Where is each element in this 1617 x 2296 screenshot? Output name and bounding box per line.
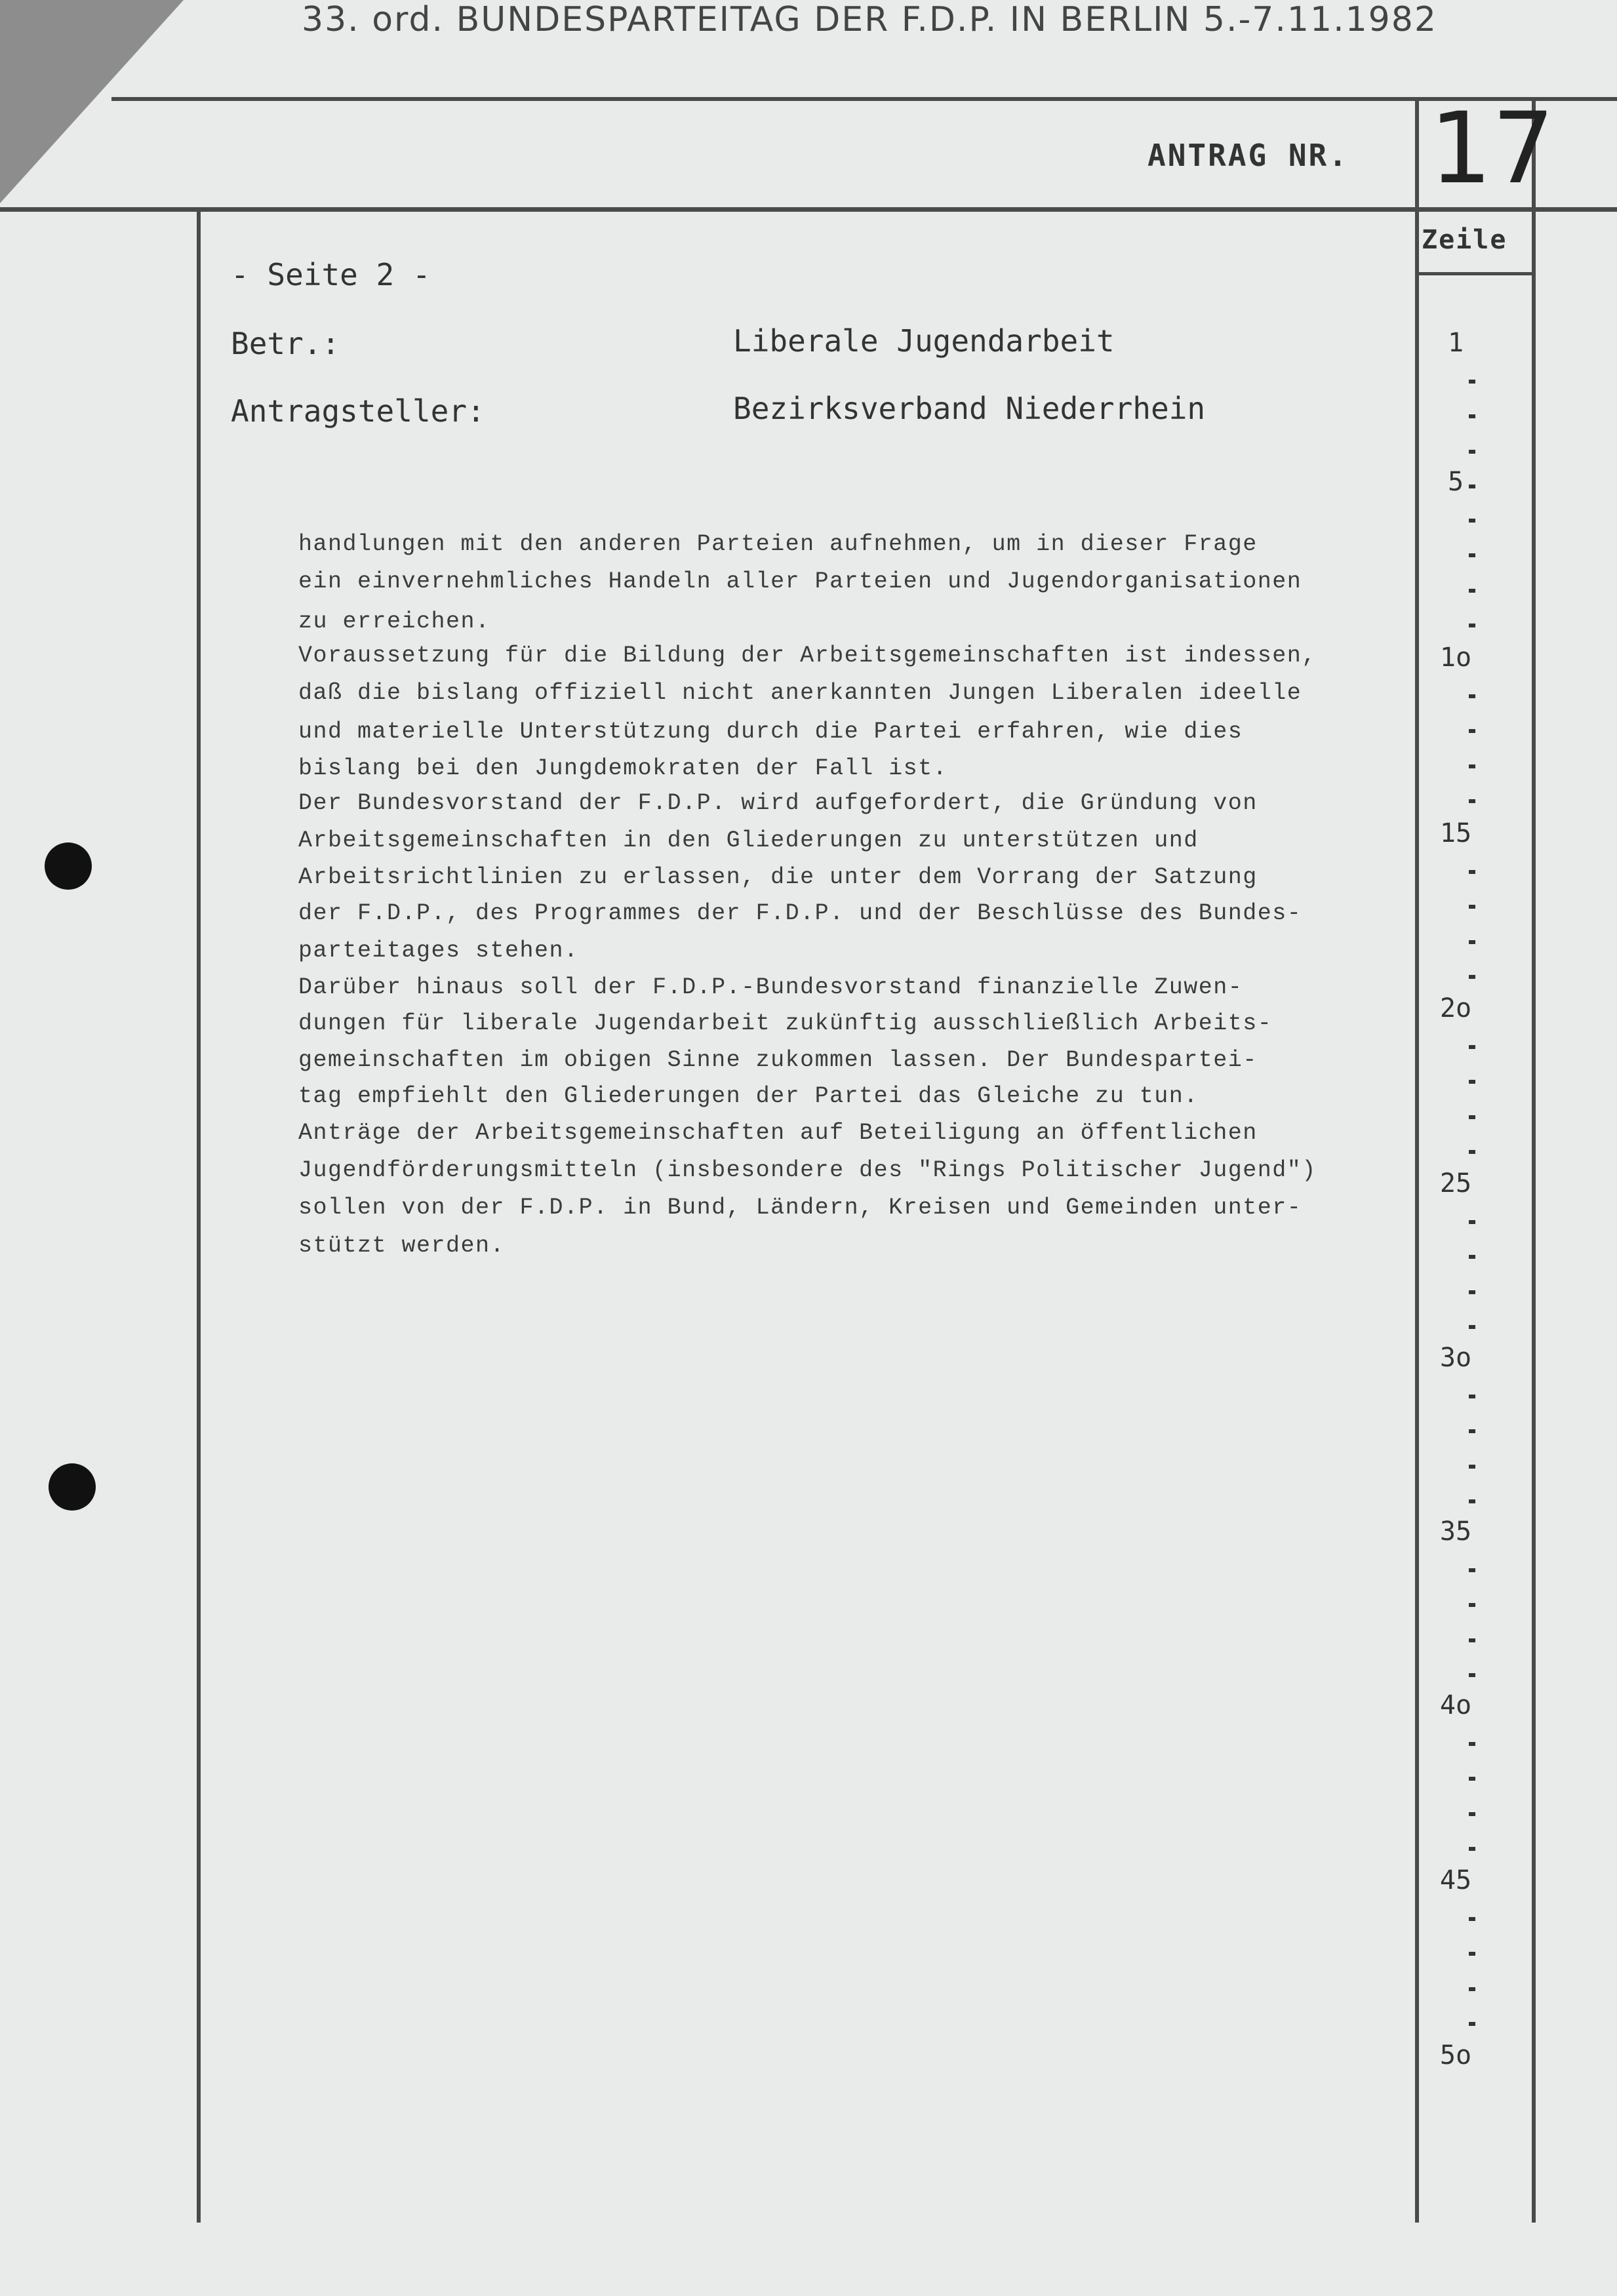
line-number: 3o (1439, 1343, 1472, 1373)
line-number: 15 (1439, 818, 1472, 848)
line-tick (1469, 1290, 1475, 1294)
line-tick (1469, 905, 1475, 909)
line-tick (1469, 1115, 1475, 1119)
line-tick (1469, 975, 1475, 979)
line-tick (1469, 1429, 1475, 1433)
header-rule (0, 207, 1617, 212)
zeile-label: Zeile (1422, 225, 1507, 255)
zeile-column-right-rule (1532, 98, 1536, 2223)
body-line: Voraussetzung für die Bildung der Arbeitsgemeinschaften ist indessen, (298, 643, 1317, 669)
line-tick (1469, 1465, 1475, 1469)
line-number: 5 (1447, 467, 1464, 497)
line-tick (1469, 2022, 1475, 2026)
line-number: 45 (1439, 1865, 1472, 1895)
body-line: der F.D.P., des Programmes der F.D.P. und der Beschlüsse des Bundes- (298, 900, 1302, 926)
line-tick (1469, 414, 1475, 418)
body-line: Arbeitsrichtlinien zu erlassen, die unter dem Vorrang der Satzung (298, 864, 1258, 890)
body-line: und materielle Unterstützung durch die Partei erfahren, wie dies (298, 719, 1243, 745)
body-line: parteitages stehen. (298, 938, 579, 964)
line-tick (1469, 1673, 1475, 1677)
line-tick (1469, 380, 1475, 384)
antrag-label: ANTRAG NR. (1148, 138, 1349, 173)
line-tick (1469, 729, 1475, 733)
body-line: sollen von der F.D.P. in Bund, Ländern, Kreisen und Gemeinden unter- (298, 1195, 1302, 1221)
body-line: ein einvernehmliches Handeln aller Parteien und Jugendorganisationen (298, 568, 1302, 595)
line-number: 5o (1439, 2040, 1472, 2070)
body-line: stützt werden. (298, 1233, 506, 1259)
line-number: 2o (1439, 993, 1472, 1023)
left-margin-rule (197, 210, 201, 2223)
body-line: Darüber hinaus soll der F.D.P.-Bundesvorstand finanzielle Zuwen- (298, 974, 1243, 1000)
punch-hole (45, 842, 92, 890)
punch-hole (49, 1463, 96, 1511)
line-tick (1469, 870, 1475, 874)
line-tick (1469, 1220, 1475, 1224)
body-line: zu erreichen. (298, 608, 490, 635)
body-line: daß die bislang offiziell nicht anerkannten Jungen Liberalen ideelle (298, 680, 1302, 706)
line-tick (1469, 940, 1475, 944)
line-tick (1469, 1952, 1475, 1956)
line-tick (1469, 1917, 1475, 1921)
congress-title: 33. ord. BUNDESPARTEITAG DER F.D.P. IN BERLIN 5.-7.11.1982 (302, 0, 1437, 39)
antrag-number: 17 (1429, 92, 1555, 206)
antragsteller-label: Antragsteller: (231, 393, 485, 429)
line-tick (1469, 694, 1475, 698)
line-tick (1469, 764, 1475, 768)
top-rule (111, 97, 1617, 101)
line-tick (1469, 1777, 1475, 1781)
line-tick (1469, 1499, 1475, 1503)
line-tick (1469, 1847, 1475, 1851)
line-number: 1 (1447, 328, 1464, 358)
line-tick (1469, 1255, 1475, 1259)
zeile-column-left-rule (1415, 98, 1419, 2223)
scan-corner-shadow (0, 0, 184, 203)
line-tick (1469, 1395, 1475, 1398)
line-number: 1o (1439, 643, 1472, 673)
body-line: Anträge der Arbeitsgemeinschaften auf Beteiligung an öffentlichen (298, 1120, 1258, 1146)
line-tick (1469, 519, 1475, 523)
line-tick (1469, 1987, 1475, 1991)
body-line: Der Bundesvorstand der F.D.P. wird aufgefordert, die Gründung von (298, 790, 1258, 816)
body-line: gemeinschaften im obigen Sinne zukommen lassen. Der Bundespartei- (298, 1047, 1258, 1073)
body-line: tag empfiehlt den Gliederungen der Partei das Gleiche zu tun. (298, 1083, 1199, 1109)
zeile-header-rule (1415, 272, 1536, 275)
antragsteller-value: Bezirksverband Niederrhein (733, 391, 1206, 426)
line-tick (1469, 1045, 1475, 1049)
betr-label: Betr.: (231, 326, 340, 361)
line-tick (1469, 1603, 1475, 1607)
line-tick (1469, 623, 1475, 627)
page-indicator: - Seite 2 - (231, 257, 431, 292)
line-tick (1469, 553, 1475, 557)
line-number: 35 (1439, 1516, 1472, 1547)
body-line: bislang bei den Jungdemokraten der Fall ist. (298, 755, 948, 782)
line-number: 4o (1439, 1690, 1472, 1720)
line-tick (1469, 485, 1475, 488)
line-number: 25 (1439, 1168, 1472, 1198)
line-tick (1469, 1080, 1475, 1084)
line-tick (1469, 1742, 1475, 1746)
line-tick (1469, 799, 1475, 803)
line-tick (1469, 1568, 1475, 1572)
body-line: dungen für liberale Jugendarbeit zukünftig ausschließlich Arbeits- (298, 1010, 1273, 1037)
line-tick (1469, 1638, 1475, 1642)
line-tick (1469, 450, 1475, 454)
body-line: handlungen mit den anderen Parteien aufnehmen, um in dieser Frage (298, 531, 1258, 557)
line-tick (1469, 1150, 1475, 1154)
line-tick (1469, 1325, 1475, 1329)
line-tick (1469, 1812, 1475, 1816)
body-line: Jugendförderungsmitteln (insbesondere des "Rings Politischer Jugend") (298, 1157, 1317, 1183)
line-tick (1469, 589, 1475, 593)
body-line: Arbeitsgemeinschaften in den Gliederungen zu unterstützen und (298, 827, 1199, 854)
betr-value: Liberale Jugendarbeit (733, 323, 1115, 359)
